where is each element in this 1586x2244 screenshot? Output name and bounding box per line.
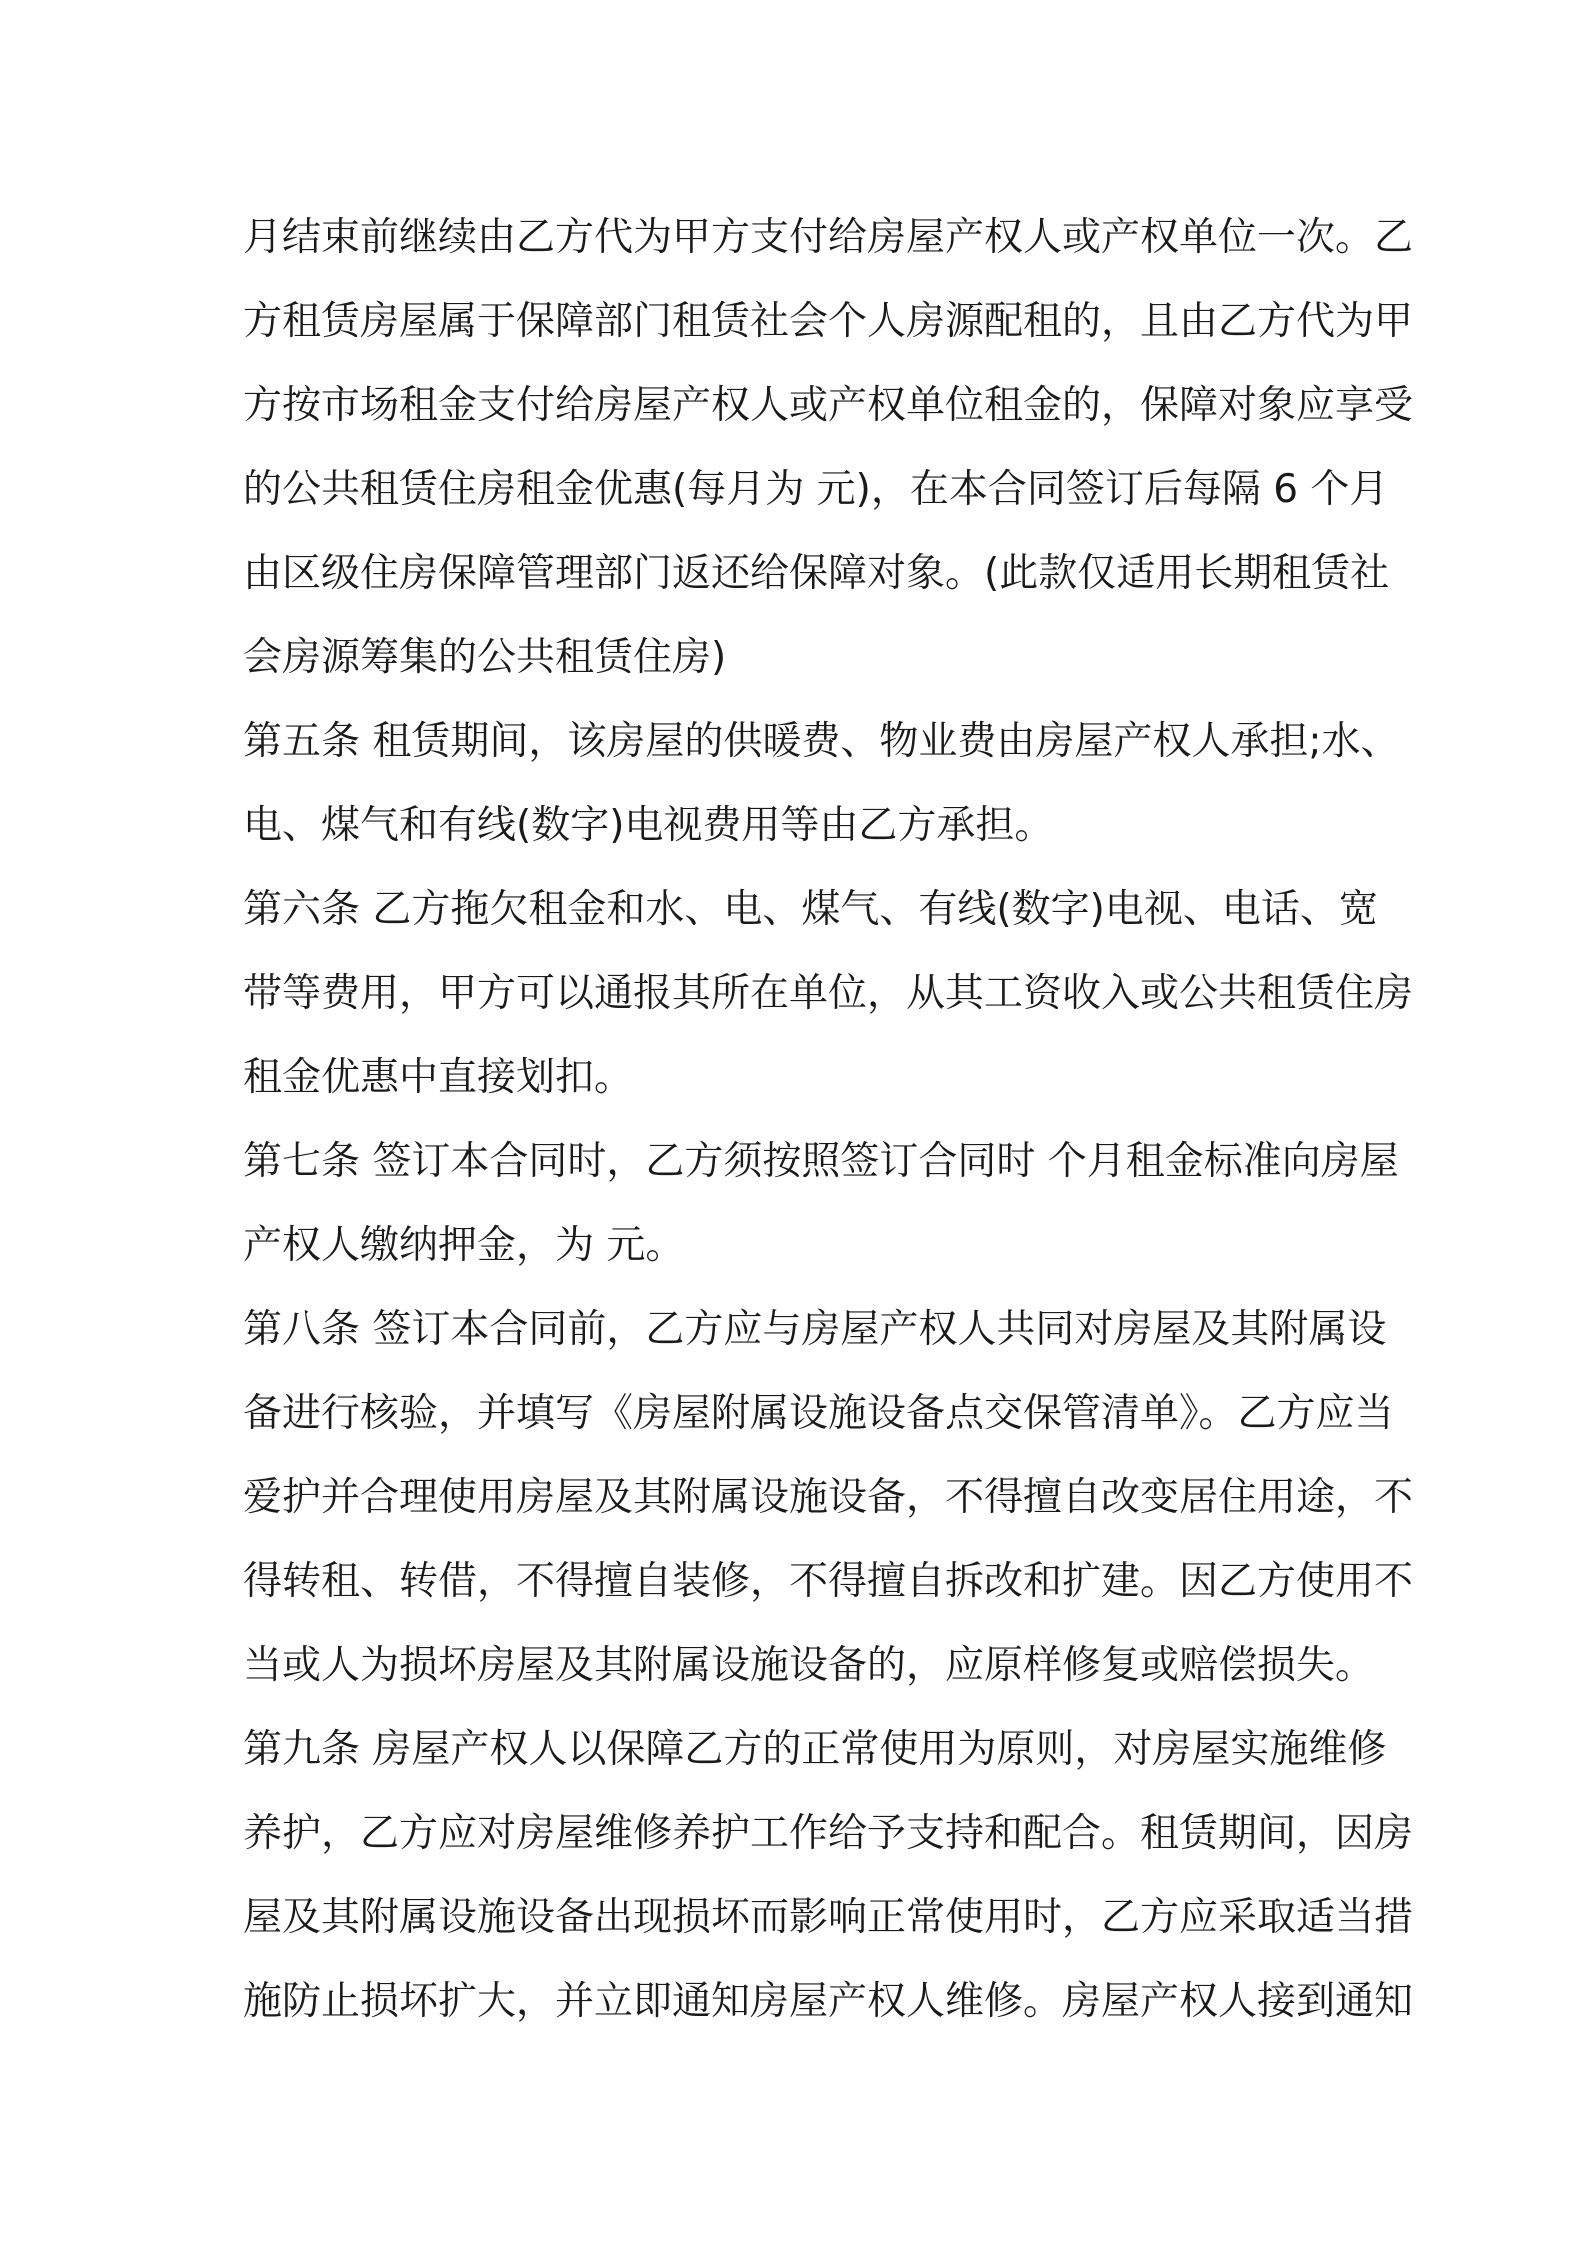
article-6-heading-line: 第六条 乙方拖欠租金和水、电、煤气、有线(数字)电视、电话、宽	[243, 887, 1378, 932]
text-line: 养护，乙方应对房屋维修养护工作给予支持和配合。租赁期间，因房	[243, 1811, 1414, 1856]
text-line: 当或人为损坏房屋及其附属设施设备的，应原样修复或赔偿损失。	[243, 1643, 1375, 1688]
text-line: 备进行核验，并填写《房屋附属设施设备点交保管清单》。乙方应当	[243, 1391, 1394, 1436]
text-line: 得转租、转借，不得擅自装修，不得擅自拆改和扩建。因乙方使用不	[243, 1559, 1414, 1604]
text-line: 的公共租赁住房租金优惠(每月为 元)，在本合同签订后每隔 6 个月	[243, 467, 1389, 512]
text-line: 爱护并合理使用房屋及其附属设施设备，不得擅自改变居住用途，不	[243, 1475, 1414, 1520]
text-line: 方租赁房屋属于保障部门租赁社会个人房源配租的，且由乙方代为甲	[243, 299, 1414, 344]
text-line: 屋及其附属设施设备出现损坏而影响正常使用时，乙方应采取适当措	[243, 1895, 1414, 1940]
text-line: 由区级住房保障管理部门返还给保障对象。(此款仅适用长期租赁社	[243, 551, 1390, 596]
text-line: 方按市场租金支付给房屋产权人或产权单位租金的，保障对象应享受	[243, 383, 1414, 428]
article-8-heading-line: 第八条 签订本合同前，乙方应与房屋产权人共同对房屋及其附属设	[243, 1307, 1387, 1352]
text-line: 产权人缴纳押金，为 元。	[243, 1223, 685, 1268]
article-9-heading-line: 第九条 房屋产权人以保障乙方的正常使用为原则，对房屋实施维修	[243, 1727, 1387, 1772]
text-line: 电、煤气和有线(数字)电视费用等由乙方承担。	[243, 803, 1054, 848]
article-7-heading-line: 第七条 签订本合同时，乙方须按照签订合同时 个月租金标准向房屋	[243, 1139, 1399, 1184]
text-line: 月结束前继续由乙方代为甲方支付给房屋产权人或产权单位一次。乙	[243, 215, 1414, 260]
text-line: 租金优惠中直接划扣。	[243, 1055, 634, 1100]
article-5-heading-line: 第五条 租赁期间，该房屋的供暖费、物业费由房屋产权人承担;水、	[243, 719, 1400, 764]
text-line: 施防止损坏扩大，并立即通知房屋产权人维修。房屋产权人接到通知	[243, 1979, 1414, 2024]
contract-text-block	[243, 196, 1414, 2044]
text-line: 带等费用，甲方可以通报其所在单位，从其工资收入或公共租赁住房	[243, 971, 1414, 1016]
text-line: 会房源筹集的公共租赁住房)	[243, 635, 727, 680]
